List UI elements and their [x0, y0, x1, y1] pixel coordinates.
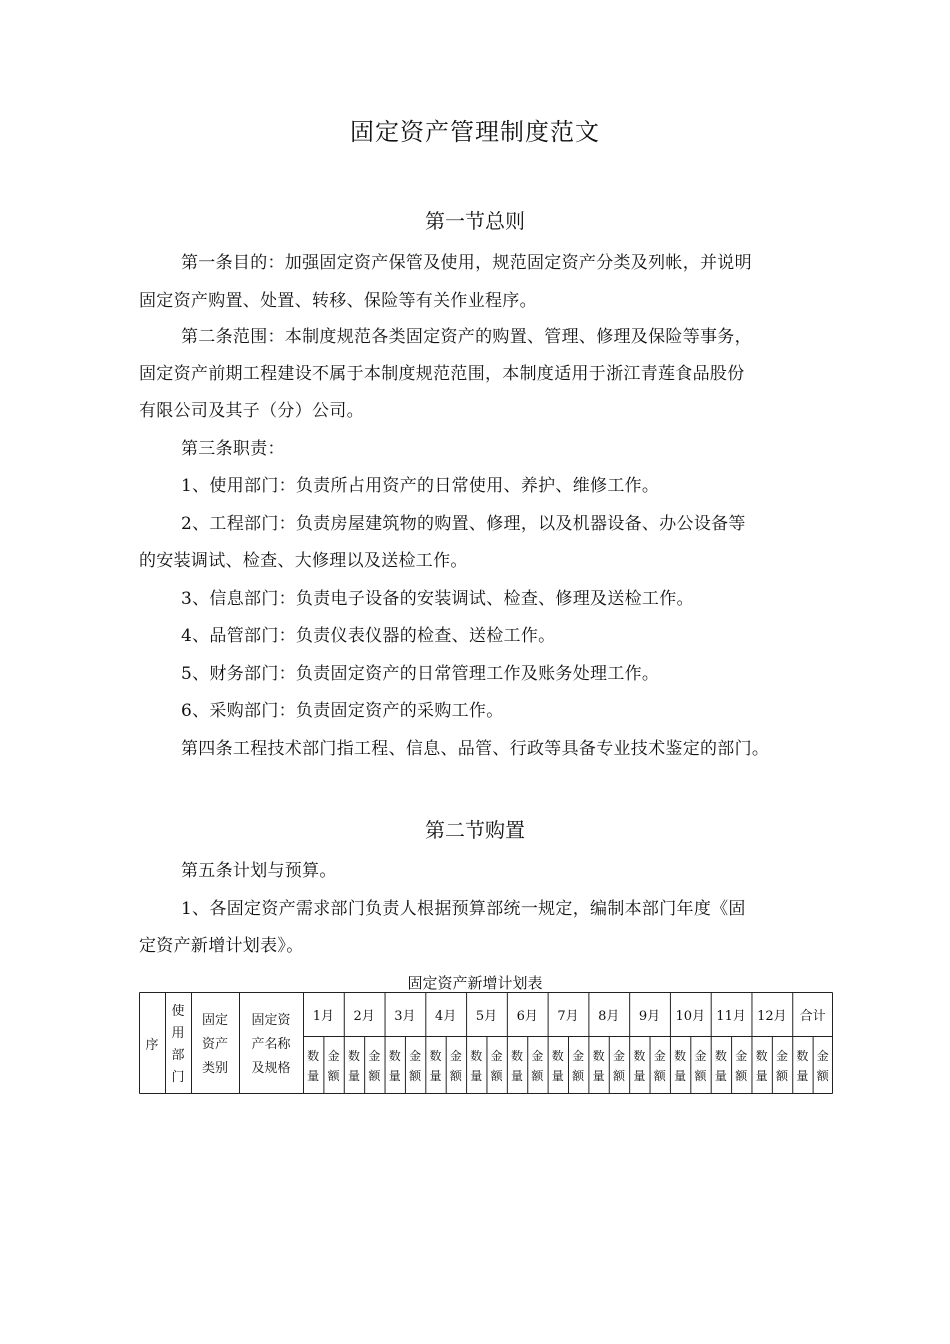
document-title: 固定资产管理制度范文 [350, 118, 600, 146]
sub-header-text: 金 [694, 1049, 707, 1063]
fixed-header-text: 产名称 [251, 1037, 291, 1052]
paragraph-line: 1、使用部门：负责所占用资产的日常使用、养护、维修工作。 [181, 476, 660, 496]
sub-header-text: 数 [551, 1049, 564, 1063]
sub-header-text: 数 [592, 1049, 605, 1063]
sub-header-text: 额 [816, 1069, 829, 1083]
sub-header-text: 金 [368, 1049, 381, 1063]
sub-header-text: 金 [531, 1049, 544, 1063]
month-header-text: 3月 [394, 1009, 416, 1024]
month-header-text: 5月 [475, 1009, 498, 1024]
sub-header-text: 量 [551, 1069, 564, 1083]
fixed-header-text: 使 [171, 1004, 185, 1019]
sub-header-text: 金 [327, 1049, 340, 1063]
asset-plan-table-grid [139, 992, 833, 1094]
sub-header-text: 量 [592, 1069, 605, 1083]
section-1-title: 第一节总则 [425, 209, 525, 233]
sub-header-text: 金 [449, 1049, 462, 1063]
month-header-text: 合计 [799, 1009, 826, 1024]
sub-header-text: 金 [653, 1049, 666, 1063]
paragraph-line: 固定资产购置、处置、转移、保险等有关作业程序。 [139, 291, 537, 311]
sub-header-text: 量 [714, 1069, 727, 1083]
fixed-header-text: 序 [145, 1038, 159, 1053]
paragraph-line: 的安装调试、检查、大修理以及送检工作。 [139, 551, 468, 571]
sub-header-text: 量 [674, 1069, 687, 1083]
sub-header-text: 量 [307, 1069, 320, 1083]
paragraph-line: 4、品管部门：负责仪表仪器的检查、送检工作。 [181, 626, 556, 646]
sub-header-text: 数 [674, 1049, 687, 1063]
sub-header-text: 额 [449, 1069, 462, 1083]
table-title: 固定资产新增计划表 [407, 974, 543, 992]
fixed-header-text: 资产 [201, 1037, 229, 1052]
paragraph-line: 第一条目的：加强固定资产保管及使用，规范固定资产分类及列帐，并说明 [181, 253, 752, 273]
sub-header-text: 数 [388, 1049, 401, 1063]
fixed-header-text: 类别 [201, 1061, 229, 1076]
fixed-header-text: 固定资 [251, 1013, 291, 1028]
paragraph-line: 第五条计划与预算。 [181, 861, 337, 881]
fixed-header-text: 固定 [201, 1013, 229, 1028]
sub-header-text: 金 [816, 1049, 829, 1063]
sub-header-text: 数 [470, 1049, 483, 1063]
sub-header-text: 额 [776, 1069, 789, 1083]
sub-header-text: 额 [327, 1069, 340, 1083]
sub-header-text: 量 [796, 1069, 809, 1083]
sub-header-text: 数 [429, 1049, 442, 1063]
paragraph-line: 1、各固定资产需求部门负责人根据预算部统一规定，编制本部门年度《固 [181, 899, 746, 919]
fixed-header-text: 门 [171, 1070, 185, 1085]
sub-header-text: 量 [633, 1069, 646, 1083]
sub-header-text: 金 [490, 1049, 503, 1063]
sub-header-text: 数 [755, 1049, 768, 1063]
paragraph-line: 有限公司及其子（分）公司。 [139, 401, 364, 421]
asset-plan-table [139, 992, 833, 1094]
sub-header-text: 额 [490, 1069, 503, 1083]
sub-header-text: 金 [735, 1049, 748, 1063]
sub-header-text: 金 [409, 1049, 422, 1063]
sub-header-text: 金 [612, 1049, 625, 1063]
sub-header-text: 数 [347, 1049, 360, 1063]
paragraph-line: 2、工程部门：负责房屋建筑物的购置、修理，以及机器设备、办公设备等 [181, 514, 746, 534]
month-header-text: 1月 [312, 1009, 335, 1024]
sub-header-text: 额 [653, 1069, 666, 1083]
month-header-text: 6月 [516, 1009, 538, 1024]
sub-header-text: 额 [531, 1069, 544, 1083]
sub-header-text: 数 [511, 1049, 524, 1063]
sub-header-text: 额 [694, 1069, 707, 1083]
paragraph-line: 第三条职责： [181, 439, 285, 459]
fixed-header-text: 部 [171, 1048, 185, 1063]
sub-header-text: 量 [429, 1069, 442, 1083]
sub-header-text: 数 [633, 1049, 646, 1063]
sub-header-text: 量 [347, 1069, 360, 1083]
month-header-text: 4月 [435, 1009, 457, 1024]
sub-header-text: 额 [612, 1069, 625, 1083]
month-header-text: 11月 [716, 1009, 746, 1024]
paragraph-line: 第四条工程技术部门指工程、信息、品管、行政等具备专业技术鉴定的部门。 [181, 739, 770, 759]
fixed-header-text: 及规格 [251, 1061, 291, 1076]
section-2-title: 第二节购置 [425, 818, 525, 842]
month-header-text: 10月 [675, 1009, 706, 1024]
paragraph-line: 5、财务部门：负责固定资产的日常管理工作及账务处理工作。 [181, 664, 660, 684]
sub-header-text: 数 [714, 1049, 727, 1063]
month-header-text: 2月 [353, 1009, 375, 1024]
fixed-header-text: 用 [171, 1026, 185, 1041]
sub-header-text: 量 [470, 1069, 483, 1083]
sub-header-text: 数 [307, 1049, 320, 1063]
sub-header-text: 量 [388, 1069, 401, 1083]
paragraph-line: 6、采购部门：负责固定资产的采购工作。 [181, 701, 504, 721]
paragraph-line: 固定资产前期工程建设不属于本制度规范范围，本制度适用于浙江青莲食品股份 [139, 364, 745, 384]
paragraph-line: 3、信息部门：负责电子设备的安装调试、检查、修理及送检工作。 [181, 589, 694, 609]
sub-header-text: 量 [755, 1069, 768, 1083]
sub-header-text: 金 [572, 1049, 585, 1063]
sub-header-text: 数 [796, 1049, 809, 1063]
sub-header-text: 量 [511, 1069, 524, 1083]
sub-header-text: 额 [368, 1069, 381, 1083]
month-header-text: 7月 [557, 1009, 579, 1024]
sub-header-text: 额 [735, 1069, 748, 1083]
sub-header-text: 额 [409, 1069, 422, 1083]
month-header-text: 12月 [757, 1009, 787, 1024]
sub-header-text: 金 [776, 1049, 789, 1063]
month-header-text: 9月 [638, 1009, 661, 1024]
paragraph-line: 第二条范围：本制度规范各类固定资产的购置、管理、修理及保险等事务， [181, 327, 752, 347]
sub-header-text: 额 [572, 1069, 585, 1083]
month-header-text: 8月 [598, 1009, 620, 1024]
paragraph-line: 定资产新增计划表》。 [139, 936, 304, 956]
